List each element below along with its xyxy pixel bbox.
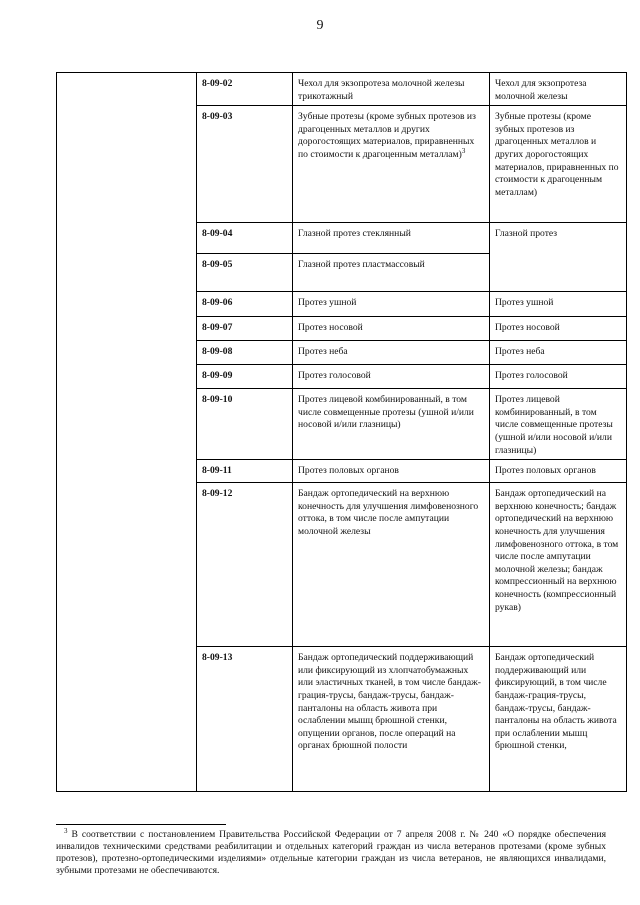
item-group: Протез половых органов xyxy=(490,460,627,483)
item-code: 8-09-13 xyxy=(197,647,293,792)
item-group: Протез неба xyxy=(490,341,627,365)
item-code: 8-09-06 xyxy=(197,292,293,317)
item-group: Протез голосовой xyxy=(490,365,627,389)
item-name: Протез ушной xyxy=(298,297,357,309)
item-name-cell xyxy=(293,106,490,223)
item-code: 8-09-10 xyxy=(197,389,293,460)
item-name: Протез носовой xyxy=(298,322,363,334)
item-name-cell xyxy=(293,292,490,317)
item-code: 8-09-08 xyxy=(197,341,293,365)
item-group: Протез ушной xyxy=(490,292,627,317)
item-group: Бандаж ортопедический на верхнюю конечность; бандаж ортопедический на верхнюю конечность для улучшения лимфовенозного оттока, в том числе после ампутации молочной железы; бандаж компрессионный на верхнюю конечность (компрессионный рукав) xyxy=(490,483,627,647)
footnote-reference: 3 xyxy=(461,146,466,155)
item-code: 8-09-04 xyxy=(197,223,293,254)
item-name-cell xyxy=(293,73,490,106)
item-name: Чехол для экзопротеза молочной железы трикотажный xyxy=(298,78,465,102)
empty-left-cell xyxy=(57,73,197,792)
item-group: Протез носовой xyxy=(490,317,627,341)
item-name-cell xyxy=(293,341,490,365)
classification-table xyxy=(56,72,627,792)
item-name-cell xyxy=(293,223,490,254)
table-body xyxy=(57,73,627,792)
item-name: Протез половых органов xyxy=(298,465,399,477)
item-name-cell xyxy=(293,317,490,341)
item-name: Протез голосовой xyxy=(298,370,371,382)
item-code: 8-09-07 xyxy=(197,317,293,341)
footnote-text: В соответствии с постановлением Правительства Российской Федерации от 7 апреля 2008 г. № 240 «О порядке обеспечения инвалидов техническими средствами реабилитации и отдельных категорий граждан из числа ветеранов протезами (кроме зубных протезов), протезно-ортопедическими изделиями» отдельные категории граждан из числа ветеранов, не являющихся инвалидами, зубными протезами не обеспечиваются. xyxy=(56,829,606,876)
item-group: Протез лицевой комбинированный, в том числе совмещенные протезы (ушной и/или носовой и/или глазницы) xyxy=(490,389,627,460)
item-name: Глазной протез стеклянный xyxy=(298,228,411,240)
footnote-divider xyxy=(56,824,226,825)
item-name: Протез лицевой комбинированный, в том числе совмещенные протезы (ушной и/или носовой и/или глазницы) xyxy=(298,394,474,431)
item-name-cell xyxy=(293,389,490,460)
item-name-cell xyxy=(293,460,490,483)
item-group: Бандаж ортопедический поддерживающий или фиксирующий, в том числе бандаж-грация-трусы, бандаж-трусы, бандаж-панталоны на область живота при ослаблении мышц брюшной стенки, xyxy=(490,647,627,792)
item-group: Зубные протезы (кроме зубных протезов из драгоценных металлов и других дорогостоящих материалов, приравненных по стоимости к драгоценным металлам) xyxy=(490,106,627,223)
item-code: 8-09-11 xyxy=(197,460,293,483)
item-name: Глазной протез пластмассовый xyxy=(298,259,425,271)
item-code: 8-09-05 xyxy=(197,254,293,292)
table-row xyxy=(57,73,627,106)
item-group: Чехол для экзопротеза молочной железы xyxy=(490,73,627,106)
footnote xyxy=(56,826,606,877)
item-name: Зубные протезы (кроме зубных протезов из драгоценных металлов и других дорогостоящих материалов, приравненных по стоимости к драгоценным металлам) xyxy=(298,111,476,160)
item-group: Глазной протез xyxy=(490,223,627,292)
item-name: Бандаж ортопедический поддерживающий или фиксирующий из хлопчатобумажных или эластичных тканей, в том числе бандаж-грация-трусы, бандаж-трусы, бандаж-панталоны на область живота при ослаблении мышц брюшной стенки, опущении органов, после операций на органах брюшной полости xyxy=(298,652,481,752)
item-code: 8-09-12 xyxy=(197,483,293,647)
item-name-cell xyxy=(293,254,490,292)
page-number: 9 xyxy=(316,18,324,33)
item-name: Протез неба xyxy=(298,346,348,358)
item-code: 8-09-09 xyxy=(197,365,293,389)
item-name-cell xyxy=(293,483,490,647)
item-code: 8-09-02 xyxy=(197,73,293,106)
item-name-cell xyxy=(293,647,490,792)
item-code: 8-09-03 xyxy=(197,106,293,223)
footnote-marker: 3 xyxy=(64,826,68,835)
item-name-cell xyxy=(293,365,490,389)
item-name: Бандаж ортопедический на верхнюю конечность для улучшения лимфовенозного оттока, в том числе после ампутации молочной железы xyxy=(298,488,479,537)
